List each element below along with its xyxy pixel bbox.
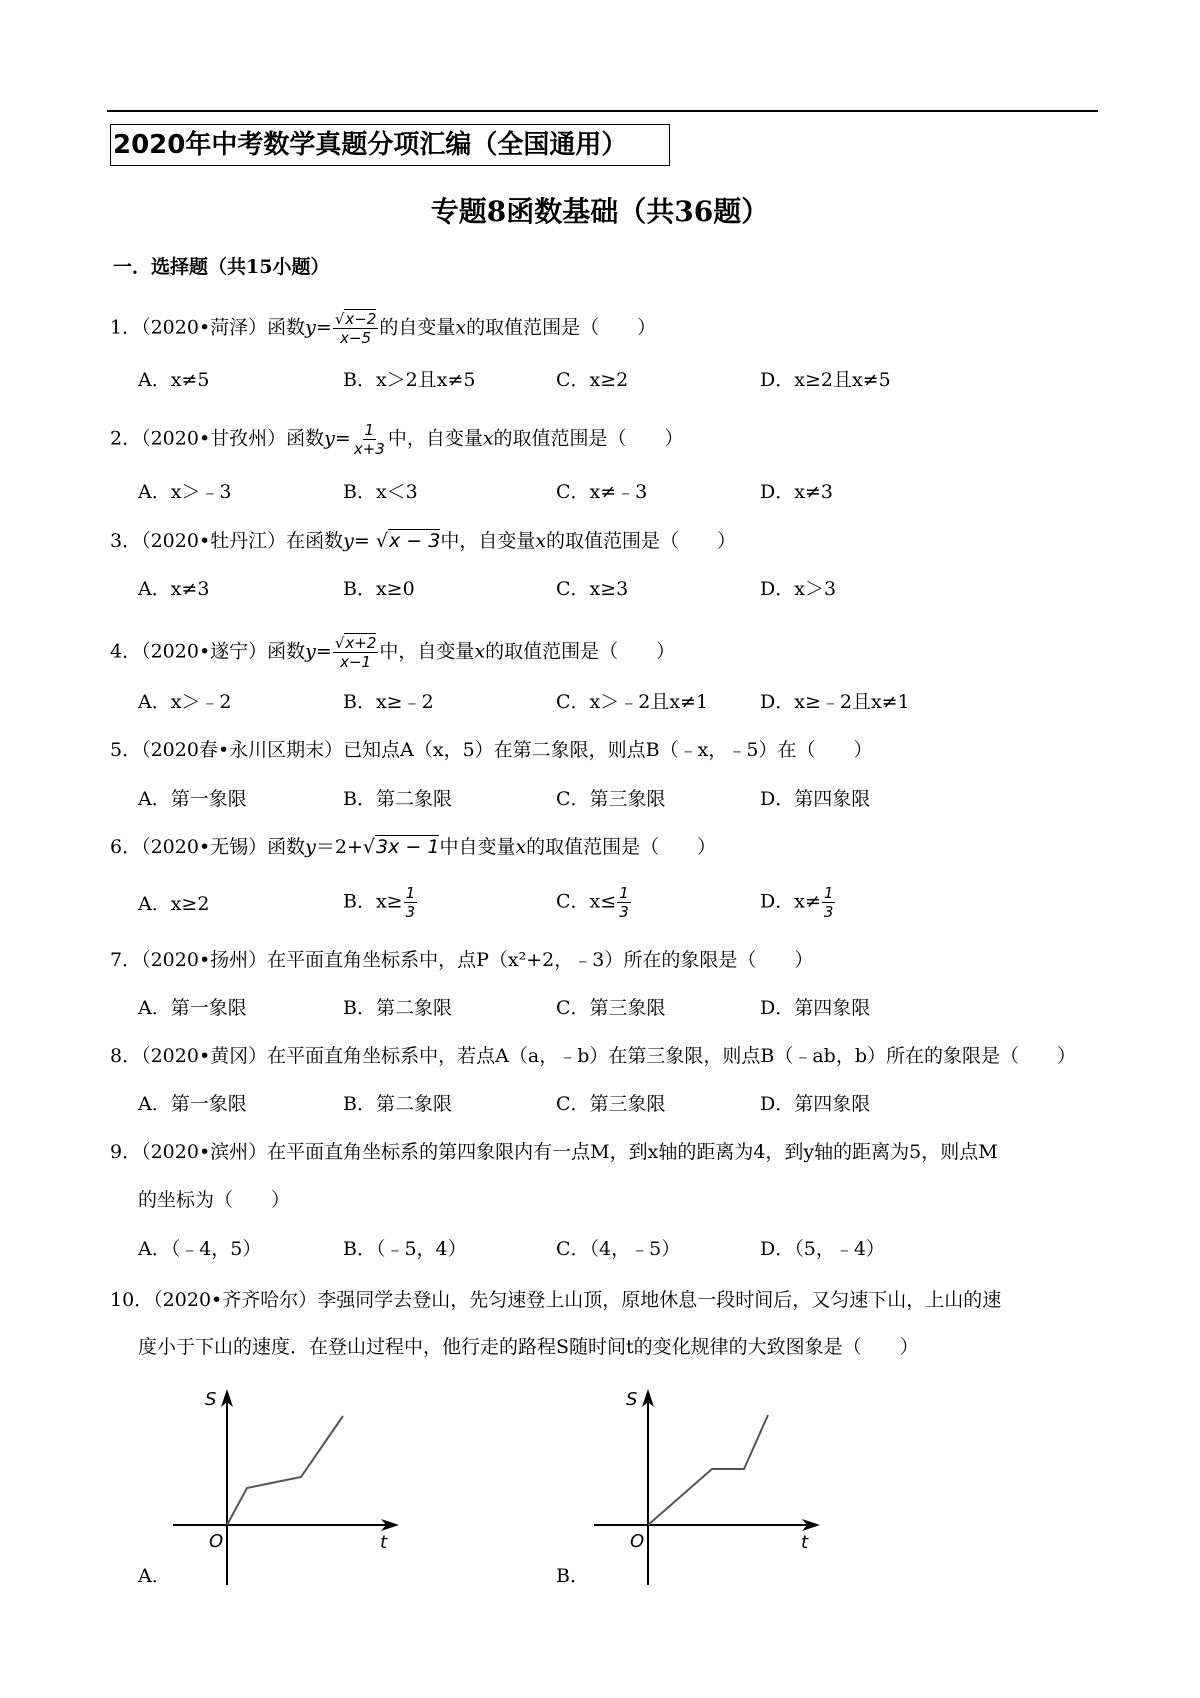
question-9: 9．（2020•滨州）在平面直角坐标系的第四象限内有一点M，到x轴的距离为4，到y轴的距离为5，则点M [110,1141,998,1163]
fraction: $\frac{√x+2}{x-1}$ [334,634,377,671]
question-10: 10．（2020•齐齐哈尔）李强同学去登山，先匀速登上山顶，原地休息一段时间后，又匀速下山，上山的速 [110,1289,1002,1311]
option-c: C．x≥2 [556,369,629,391]
option-d: D．（5，﹣4） [760,1238,885,1260]
option-a: A．第一象限 [138,997,247,1019]
option-a: A．x＞﹣2 [138,691,232,713]
option-a: A．x≠3 [138,578,210,600]
question-5: 5．（2020春•永川区期末）已知点A（x，5）在第二象限，则点B（﹣x，﹣5）在（ ） [110,739,873,761]
graph-a-line [227,1416,343,1525]
question-1: 1．（2020•菏泽）函数y= $\frac{√x-2}{x-5}$ 的自变量x的取值范围是（ ） [110,310,657,347]
y-label: S [626,1389,638,1410]
option-a: A． [138,1565,171,1587]
option-b: B．x＜3 [343,481,418,503]
option-c: C．x≤ $\frac{1}{3}$ [556,884,629,921]
option-b: B．第二象限 [343,1093,452,1115]
option-a: A．（﹣4，5） [138,1238,262,1260]
option-d: D．第四象限 [760,1093,871,1115]
option-d: D．第四象限 [760,788,871,810]
origin-label: O [209,1531,224,1552]
question-7: 7．（2020•扬州）在平面直角坐标系中，点P（x²+2，﹣3）所在的象限是（ ） [110,949,814,971]
question-8: 8．（2020•黄冈）在平面直角坐标系中，若点A（a，﹣b）在第三象限，则点B（﹣ab，b）所在的象限是（ ） [110,1045,1076,1067]
x-label: t [380,1532,388,1553]
series-title: 2020年中考数学真题分项汇编（全国通用） [110,124,670,166]
option-b: B．（﹣5，4） [343,1238,467,1260]
option-d: D．x＞3 [760,578,837,600]
option-d: D．x≥2且x≠5 [760,369,891,391]
option-b: B．第二象限 [343,788,452,810]
question-6: 6．（2020•无锡）函数y＝2+√3x − 1中自变量x的取值范围是（ ） [110,836,717,858]
page-title: 专题8函数基础（共36题） [430,195,770,228]
section-heading: 一．选择题（共15小题） [113,256,330,278]
option-a: A．第一象限 [138,1093,247,1115]
question-3: 3．（2020•牡丹江）在函数y= √x − 3中，自变量x的取值范围是（ ） [110,530,737,552]
top-rule [107,110,1098,112]
option-d: D．x≥﹣2且x≠1 [760,691,910,713]
question-2: 2．（2020•甘孜州）函数y= $\frac{1}{x+3}$ 中，自变量x的取值范围是（ ） [110,421,684,458]
option-c: C．x≠﹣3 [556,481,648,503]
y-label: S [205,1389,217,1410]
option-b: B．x≥0 [343,578,415,600]
option-d: D．第四象限 [760,997,871,1019]
option-c: C．（4，﹣5） [556,1238,681,1260]
option-c: C．第三象限 [556,788,666,810]
graph-b [586,1385,826,1585]
option-c: C．第三象限 [556,997,666,1019]
option-d: D．x≠3 [760,481,833,503]
option-b: B．x＞2且x≠5 [343,369,476,391]
option-a: A．x＞﹣3 [138,481,232,503]
option-c: C．x≥3 [556,578,629,600]
fraction: $\frac{1}{x+3}$ [353,421,385,458]
question-10-line-2: 度小于下山的速度．在登山过程中，他行走的路程S随时间t的变化规律的大致图象是（ ） [138,1336,919,1358]
question-4: 4．（2020•遂宁）函数y= $\frac{√x+2}{x-1}$ 中，自变量x的取值范围是（ ） [110,634,676,671]
fraction: $\frac{√x-2}{x-5}$ [334,310,377,347]
option-b: B．x≥ $\frac{1}{3}$ [343,884,416,921]
graph-b-line [648,1415,768,1525]
option-a: A．第一象限 [138,788,247,810]
option-b: B．第二象限 [343,997,452,1019]
question-9-line-2: 的坐标为（ ） [138,1189,291,1211]
option-c: C．x＞﹣2且x≠1 [556,691,709,713]
option-a: A．x≠5 [138,369,210,391]
origin-label: O [630,1531,645,1552]
option-c: C．第三象限 [556,1093,666,1115]
option-a: A．x≥2 [138,893,210,915]
x-label: t [801,1532,809,1553]
option-d: D．x≠ $\frac{1}{3}$ [760,884,834,921]
graph-a [165,1385,405,1585]
option-b: B．x≥﹣2 [343,691,434,713]
option-b: B． [556,1565,589,1587]
